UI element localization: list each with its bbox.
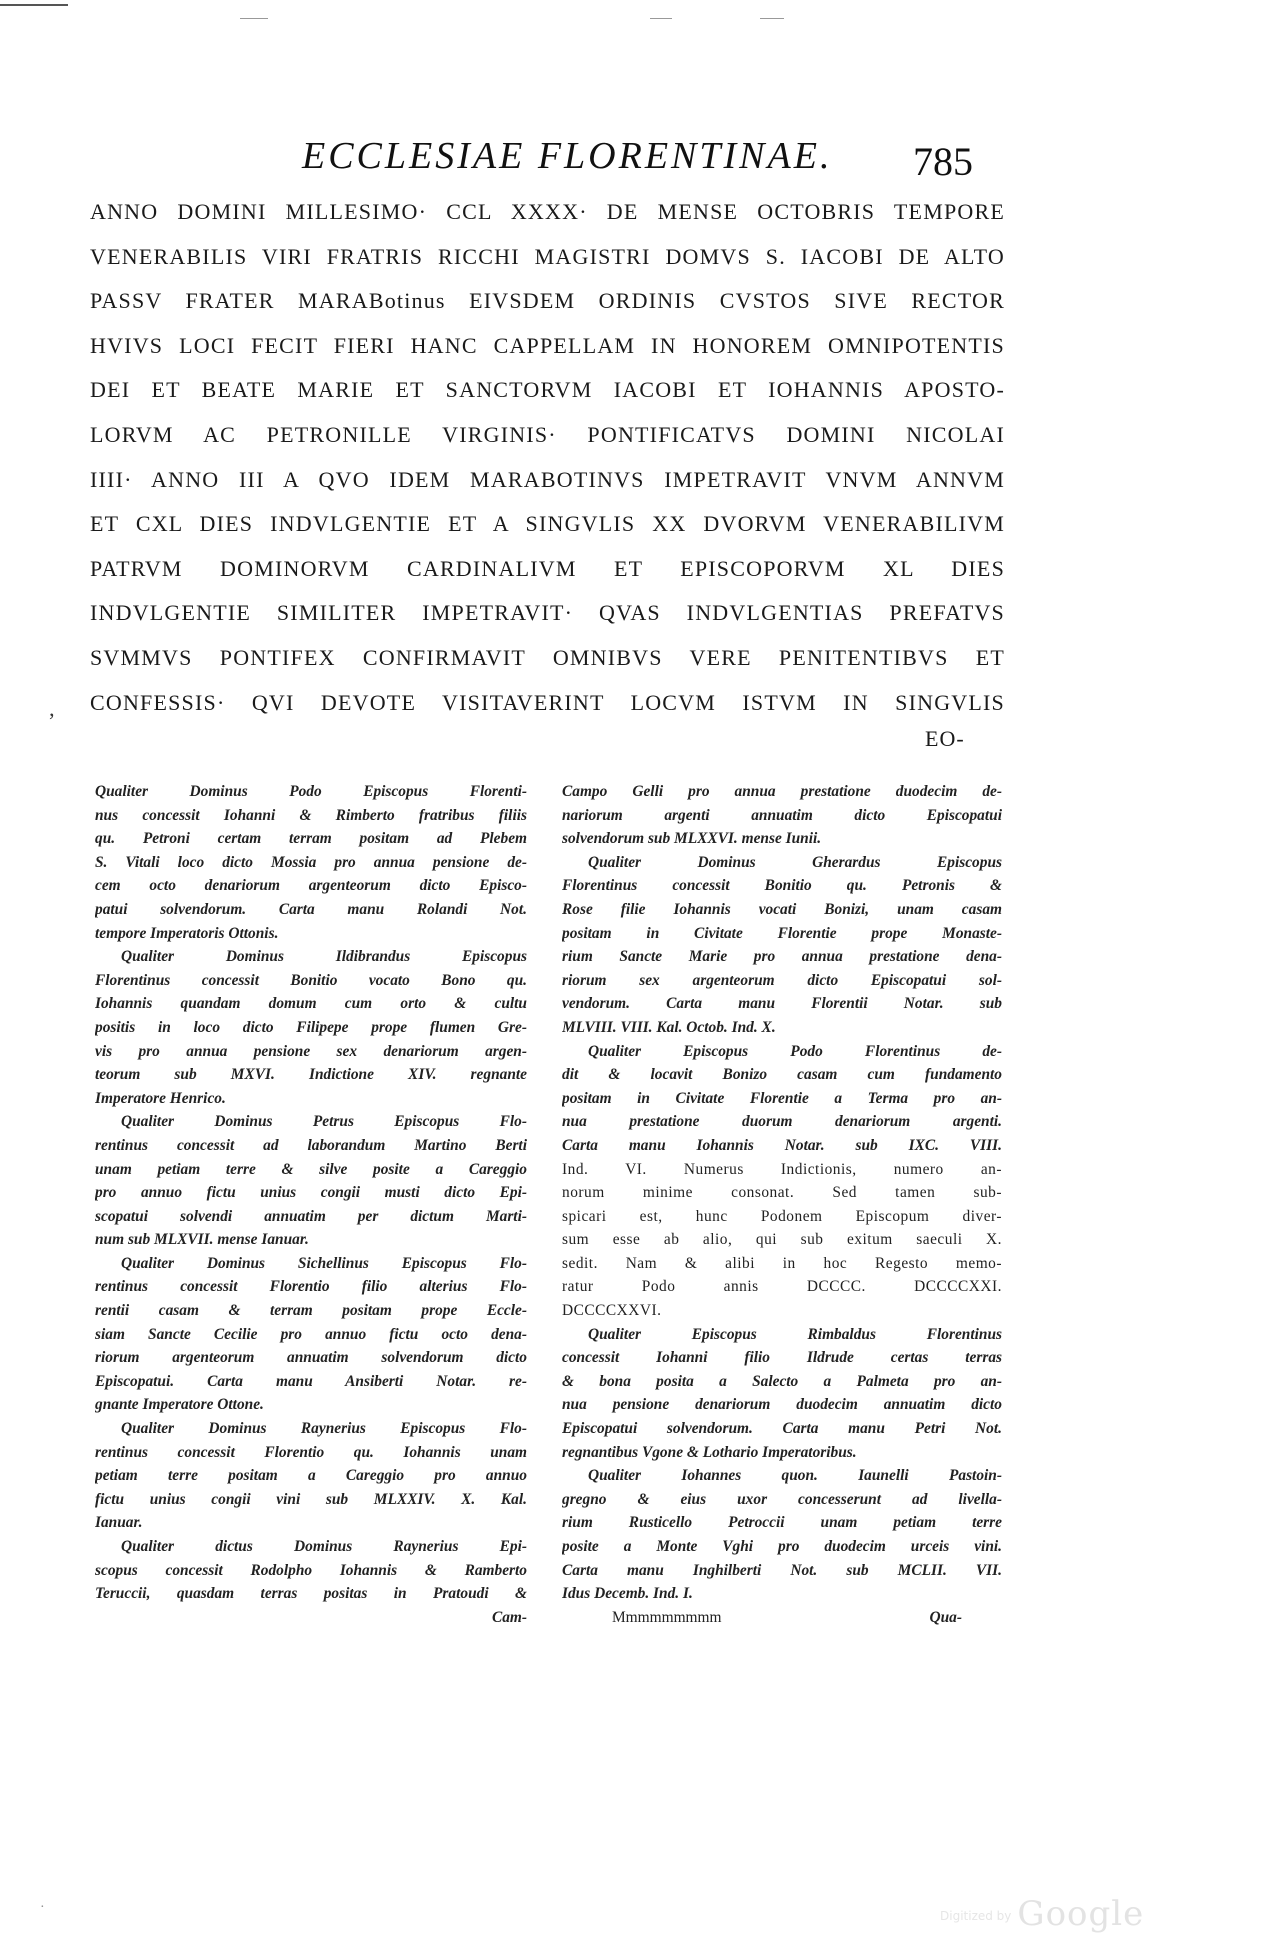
inscription-line: IIII· ANNO III A QVO IDEM MARABOTINVS IMPETRAVIT VNVM ANNVM [90,466,1005,492]
text-line: S. Vitali loco dicto Mossia pro annua pensione de- [95,853,527,871]
text-line: dit & locavit Bonizo casam cum fundamento [562,1066,1002,1084]
text-line: Ianuar. [95,1514,143,1532]
text-line: Ind. VI. Numerus Indictionis, numero an- [562,1160,1002,1178]
text-line: concessit Iohanni filio Ildrude certas terras [562,1349,1002,1367]
text-line: pro annuo fictu unius congii musti dicto Epi- [95,1184,527,1202]
text-line: rium Sancte Marie pro annua prestatione dena- [562,948,1002,966]
text-line: positis in loco dicto Filipepe prope flumen Gre- [95,1018,527,1036]
text-line: posite a Monte Vghi pro duodecim urceis vini. [562,1538,1002,1555]
text-line: Florentinus concessit Bonitio vocato Bono qu. [95,971,527,989]
text-line: positam in Civitate Florentie a Terma pro an- [562,1089,1002,1107]
catchword-mark: Mmmmmmmmm [612,1608,722,1626]
text-line: vis pro annua pensione sex denariorum argen- [95,1042,527,1060]
text-line: nua prestatione duorum denariorum argenti. [562,1113,1002,1131]
text-line: Episcopatui. Carta manu Ansiberti Notar. re- [95,1372,527,1390]
text-line: & bona posita a Salecto a Palmeta pro an- [562,1372,1002,1390]
inscription-line: ET CXL DIES INDVLGENTIE ET A SINGVLIS XX DVORVM VENERABILIVM [90,511,1005,537]
text-line: Qualiter Dominus Podo Episcopus Florenti- [95,783,527,800]
inscription-continuation: EO- [925,726,965,751]
text-line: qu. Petroni certam terram positam ad Plebem [95,830,527,848]
text-line: nariorum argenti annuatim dicto Episcopatui [562,806,1002,824]
inscription-block [90,190,1005,725]
text-line: siam Sancte Cecilie pro annuo fictu octo dena- [95,1325,527,1343]
text-line: patui solvendorum. Carta manu Rolandi Not. [95,900,527,918]
text-line: nus concessit Iohanni & Rimberto fratribus filiis [95,806,527,824]
text-line: riorum sex argenteorum dicto Episcopatui sol- [562,971,1002,989]
text-line: Teruccii, quasdam terras positas in Pratoudi & [95,1585,527,1603]
margin-mark: ‚ [48,696,56,721]
text-line: petiam terre positam a Careggio pro annuo [95,1467,527,1485]
scan-artifact-dot: · [40,1900,45,1915]
text-line: Campo Gelli pro annua prestatione duodecim de- [562,783,1002,800]
left-column [95,780,527,1629]
watermark-brand: Google [1017,1894,1145,1934]
text-line: gregno & eius uxor concesserunt ad livella- [562,1490,1002,1508]
entry-first-line: Qualiter Episcopus Podo Florentinus de- [588,1042,1002,1060]
watermark-prefix: Digitized by [940,1909,1012,1923]
scan-artifact-dash [240,18,268,19]
text-line: tempore Imperatoris Ottonis. [95,924,279,942]
text-line: teorum sub MXVI. Indictione XIV. regnante [95,1066,527,1084]
text-line: Iohannis quandam domum cum orto & cultu [95,995,527,1013]
text-line: Carta manu Inghilberti Not. sub MCLII. VII. [562,1561,1002,1579]
text-line: sum esse ab alio, qui sub exitum saeculi X. [562,1231,1002,1249]
inscription-line: INDVLGENTIE SIMILITER IMPETRAVIT· QVAS INDVLGENTIAS PREFATVS [90,600,1005,626]
text-line: spicari est, hunc Podonem Episcopum diver- [562,1207,1002,1225]
text-line: Florentinus concessit Bonitio qu. Petronis & [562,877,1002,895]
text-line: scopatui solvendi annuatim per dictum Marti- [95,1207,527,1225]
text-line: rentinus concessit Florentio filio alterius Flo- [95,1278,527,1296]
inscription-line: DEI ET BEATE MARIE ET SANCTORVM IACOBI ET IOHANNIS APOSTO- [90,377,1005,403]
digitized-by-google-watermark [940,1894,1144,1934]
text-line: gnante Imperatore Ottone. [95,1396,264,1414]
text-line: MLVIII. VIII. Kal. Octob. Ind. X. [562,1018,776,1036]
text-line: scopus concessit Rodolpho Iohannis & Ramberto [95,1561,527,1579]
inscription-line: PATRVM DOMINORVM CARDINALIVM ET EPISCOPORVM XL DIES [90,555,1005,581]
text-line: Episcopatui solvendorum. Carta manu Petri Not. [562,1420,1002,1438]
inscription-line: SVMMVS PONTIFEX CONFIRMAVIT OMNIBVS VERE PENITENTIBVS ET [90,644,1005,670]
entry-first-line: Qualiter Dominus Ildibrandus Episcopus [121,948,527,966]
text-line: solvendorum sub MLXXVI. mense Iunii. [562,830,822,848]
scan-artifact-dash [760,18,784,19]
text-line: cem octo denariorum argenteorum dicto Episco- [95,877,527,895]
text-line: rentinus concessit Florentio qu. Iohannis unam [95,1443,527,1461]
inscription-line: PASSV FRATER MARABotinus EIVSDEM ORDINIS CVSTOS SIVE RECTOR [90,288,1005,314]
text-line: positam in Civitate Florentie prope Monaste- [562,924,1002,942]
page-number: 785 [913,139,973,184]
inscription-line: HVIVS LOCI FECIT FIERI HANC CAPPELLAM IN HONOREM OMNIPOTENTIS [90,332,1005,358]
text-line: norum minime consonat. Sed tamen sub- [562,1184,1002,1202]
text-line: Rose filie Iohannis vocati Bonizi, unam casam [562,900,1002,918]
text-line: sedit. Nam & alibi in hoc Regesto memo- [562,1254,1002,1272]
text-line: nua pensione denariorum duodecim annuatim dicto [562,1396,1002,1414]
text-line: num sub MLXVII. mense Ianuar. [95,1231,309,1249]
scan-artifact-line [0,4,68,6]
text-line: Idus Decemb. Ind. I. [562,1585,693,1603]
inscription-line: CONFESSIS· QVI DEVOTE VISITAVERINT LOCVM ISTVM IN SINGVLIS [90,689,1005,715]
text-line: rentii casam & terram positam prope Eccle- [95,1302,527,1320]
entry-first-line: Qualiter Dominus Gherardus Episcopus [588,853,1002,871]
text-line: riorum argenteorum annuatim solvendorum dicto [95,1349,527,1367]
inscription-line: LORVM AC PETRONILLE VIRGINIS· PONTIFICATVS DOMINI NICOLAI [90,421,1005,447]
entry-first-line: Qualiter dictus Dominus Raynerius Epi- [121,1538,527,1555]
text-line: unam petiam terre & silve posite a Careggio [95,1160,527,1178]
catchword: Qua- [929,1608,962,1626]
text-line: ratur Podo annis DCCCC. DCCCCXXI. [562,1278,1002,1296]
text-line: Imperatore Henrico. [95,1089,226,1107]
scan-artifact-dash [650,18,672,19]
text-line: Cam- [491,1608,527,1626]
text-line: DCCCCXXVI. [562,1302,662,1320]
text-line: Carta manu Iohannis Notar. sub IXC. VIII. [562,1136,1002,1154]
text-line: rentinus concessit ad laborandum Martino Berti [95,1136,527,1154]
entry-first-line: Qualiter Dominus Raynerius Episcopus Flo- [121,1420,527,1438]
entry-first-line: Qualiter Iohannes quon. Iaunelli Pastoin- [588,1467,1002,1485]
catchword-row [562,1606,1002,1630]
right-column [562,780,1002,1629]
text-line: regnantibus Vgone & Lothario Imperatoribus. [562,1443,857,1461]
entry-first-line: Qualiter Episcopus Rimbaldus Florentinus [588,1325,1002,1343]
running-head-title: ECCLESIAE FLORENTINAE. [302,135,833,177]
text-line: fictu unius congii vini sub MLXXIV. X. Kal. [95,1490,527,1508]
inscription-line: VENERABILIS VIRI FRATRIS RICCHI MAGISTRI DOMVS S. IACOBI DE ALTO [90,243,1005,269]
inscription-line: ANNO DOMINI MILLESIMO· CCL XXXX· DE MENSE OCTOBRIS TEMPORE [90,199,1005,224]
text-line: vendorum. Carta manu Florentii Notar. sub [562,995,1002,1013]
entry-first-line: Qualiter Dominus Petrus Episcopus Flo- [121,1113,527,1131]
text-line: rium Rusticello Petroccii unam petiam terre [562,1514,1002,1532]
entry-first-line: Qualiter Dominus Sichellinus Episcopus Flo- [121,1254,527,1272]
